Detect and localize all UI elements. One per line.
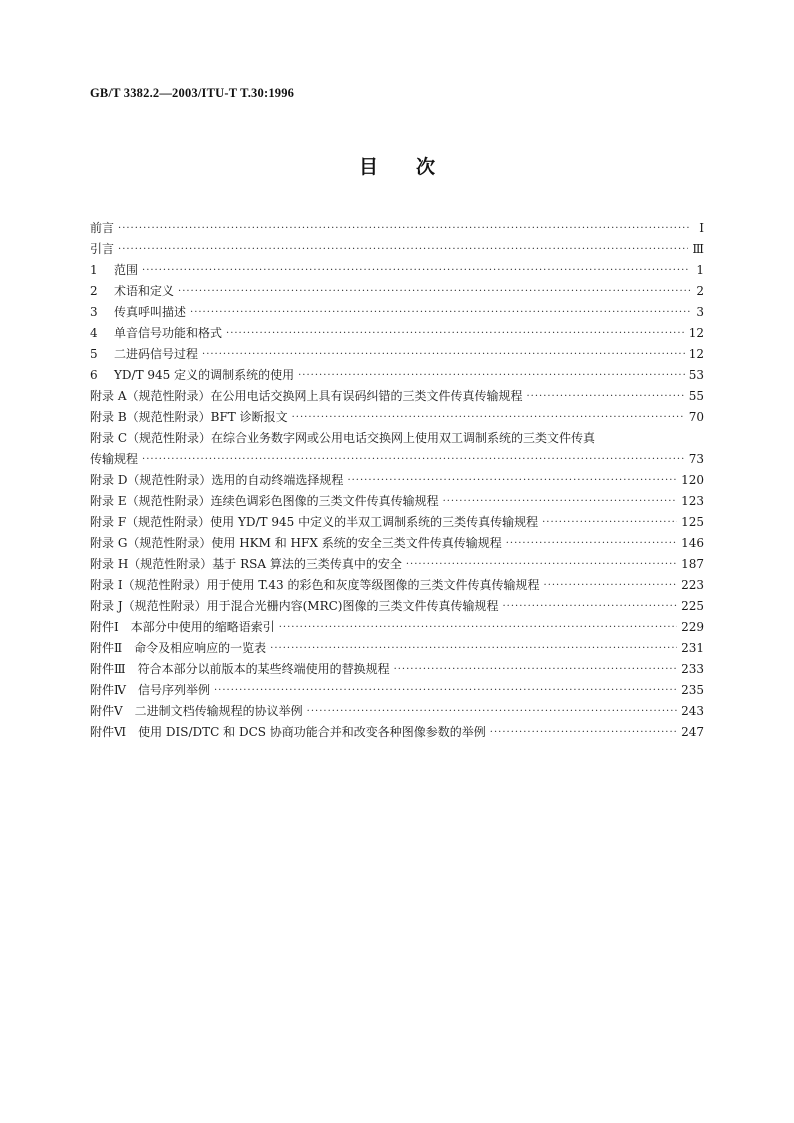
toc-entry-title: 附录 D（规范性附录）选用的自动终端选择规程 xyxy=(90,473,344,487)
toc-entry-title: 附录 I（规范性附录）用于使用 T.43 的彩色和灰度等级图像的三类文件传真传输规程 xyxy=(90,578,540,592)
toc-entry[interactable] xyxy=(90,659,704,680)
toc-entry-title: 范围 xyxy=(114,263,139,277)
toc-entry[interactable] xyxy=(90,680,704,701)
toc-entry-page: 125 xyxy=(681,515,704,529)
toc-entry-page: 225 xyxy=(681,599,704,613)
toc-leader-dots xyxy=(226,323,685,344)
toc-entry[interactable] xyxy=(90,218,704,239)
toc-entry-page: 233 xyxy=(681,662,704,676)
toc-entry-page: 73 xyxy=(688,452,704,466)
toc-entry-page: 120 xyxy=(681,473,704,487)
toc-entry-title: 传输规程 xyxy=(90,452,139,466)
toc-entry-title: 附件Ⅵ 使用 DIS/DTC 和 DCS 协商功能合并和改变各种图像参数的举例 xyxy=(90,725,486,739)
standard-code: GB/T 3382.2—2003/ITU-T T.30:1996 xyxy=(90,86,295,100)
toc-leader-dots xyxy=(544,575,678,596)
toc-leader-dots xyxy=(542,512,677,533)
toc-entry-page: 187 xyxy=(681,557,704,571)
toc-entry-page: 53 xyxy=(688,368,704,382)
toc-entry-title: 附件Ⅳ 信号序列举例 xyxy=(90,683,210,697)
toc-entry-title: 传真呼叫描述 xyxy=(114,305,187,319)
toc-entry-number: 5 xyxy=(90,347,98,361)
toc-entry-title: 附录 A（规范性附录）在公用电话交换网上具有误码纠错的三类文件传真传输规程 xyxy=(90,389,523,403)
toc-entry-title: 单音信号功能和格式 xyxy=(114,326,223,340)
toc-entry[interactable] xyxy=(90,365,704,386)
toc-leader-dots xyxy=(347,470,677,491)
toc-entry-title: YD/T 945 定义的调制系统的使用 xyxy=(114,368,295,382)
toc-entry[interactable] xyxy=(90,428,704,449)
toc-entry[interactable] xyxy=(90,470,704,491)
toc-entry-page: 229 xyxy=(681,620,704,634)
toc-leader-dots xyxy=(279,617,677,638)
toc-leader-dots xyxy=(506,533,677,554)
toc-entry-title: 二进码信号过程 xyxy=(114,347,199,361)
toc-entry-page: 70 xyxy=(688,410,704,424)
toc-entry-title: 附录 G（规范性附录）使用 HKM 和 HFX 系统的安全三类文件传真传输规程 xyxy=(90,536,502,550)
toc-entry-page: Ⅲ xyxy=(692,242,704,256)
toc-entry-page: 55 xyxy=(688,389,704,403)
toc-entry[interactable] xyxy=(90,596,704,617)
toc-entry[interactable] xyxy=(90,575,704,596)
toc-entry-title: 引言 xyxy=(90,242,115,256)
toc-entry[interactable] xyxy=(90,512,704,533)
toc-entry-page: 243 xyxy=(681,704,704,718)
toc-entry-page: 247 xyxy=(681,725,704,739)
toc-entry-title: 附件Ⅴ 二进制文档传输规程的协议举例 xyxy=(90,704,303,718)
toc-entry-page: 3 xyxy=(696,305,704,319)
toc-leader-dots xyxy=(526,386,684,407)
toc-entry-page: 1 xyxy=(696,263,704,277)
toc-leader-dots xyxy=(178,281,690,302)
toc-entry-page: 12 xyxy=(688,326,704,340)
toc-entry-page: Ⅰ xyxy=(699,221,704,235)
toc-leader-dots xyxy=(214,680,677,701)
toc-entry-title: 前言 xyxy=(90,221,115,235)
toc-leader-dots xyxy=(406,554,677,575)
toc-entry[interactable] xyxy=(90,617,704,638)
toc-leader-dots xyxy=(118,239,688,260)
toc-leader-dots xyxy=(307,701,677,722)
toc-leader-dots xyxy=(202,344,685,365)
toc-leader-dots xyxy=(190,302,690,323)
toc-entry-number: 1 xyxy=(90,263,98,277)
toc-entry[interactable] xyxy=(90,554,704,575)
toc-leader-dots xyxy=(118,218,690,239)
toc-entry-page: 2 xyxy=(696,284,704,298)
toc-entry-title: 附录 B（规范性附录）BFT 诊断报文 xyxy=(90,410,288,424)
toc-entry[interactable] xyxy=(90,722,704,743)
toc-entry[interactable] xyxy=(90,533,704,554)
toc-entry-title: 附件Ⅱ 命令及相应响应的一览表 xyxy=(90,641,267,655)
toc-entry-number: 6 xyxy=(90,368,98,382)
toc-entry[interactable] xyxy=(90,491,704,512)
toc-entry-title: 附录 J（规范性附录）用于混合光栅内容(MRC)图像的三类文件传真传输规程 xyxy=(90,599,499,613)
toc-entry-title: 附件Ⅰ 本部分中使用的缩略语索引 xyxy=(90,620,275,634)
toc-entry[interactable] xyxy=(90,638,704,659)
toc-entry-title: 术语和定义 xyxy=(114,284,175,298)
toc-entry[interactable] xyxy=(90,344,704,365)
toc-entry-page: 12 xyxy=(688,347,704,361)
toc-entry-number: 4 xyxy=(90,326,98,340)
toc-entry[interactable] xyxy=(90,239,704,260)
toc-entry[interactable] xyxy=(90,323,704,344)
toc-entry-page: 231 xyxy=(681,641,704,655)
toc-leader-dots xyxy=(503,596,678,617)
toc-entry-title: 附录 F（规范性附录）使用 YD/T 945 中定义的半双工调制系统的三类传真传输规程 xyxy=(90,515,539,529)
toc-leader-dots xyxy=(142,449,685,470)
toc-entry-title: 附录 E（规范性附录）连续色调彩色图像的三类文件传真传输规程 xyxy=(90,494,439,508)
toc-entry-page: 235 xyxy=(681,683,704,697)
toc-entry[interactable] xyxy=(90,449,704,470)
toc-leader-dots xyxy=(270,638,677,659)
toc-entry-title: 附件Ⅲ 符合本部分以前版本的某些终端使用的替换规程 xyxy=(90,662,390,676)
toc-entry[interactable] xyxy=(90,386,704,407)
table-of-contents xyxy=(90,218,704,743)
toc-entry[interactable] xyxy=(90,281,704,302)
toc-entry-page: 223 xyxy=(681,578,704,592)
toc-entry-page: 123 xyxy=(681,494,704,508)
toc-entry[interactable] xyxy=(90,260,704,281)
toc-entry[interactable] xyxy=(90,302,704,323)
toc-entry-title: 附录 H（规范性附录）基于 RSA 算法的三类传真中的安全 xyxy=(90,557,402,571)
toc-leader-dots xyxy=(490,722,677,743)
toc-leader-dots xyxy=(292,407,685,428)
toc-entry[interactable] xyxy=(90,701,704,722)
toc-entry-number: 2 xyxy=(90,284,98,298)
toc-entry-title: 附录 C（规范性附录）在综合业务数字网或公用电话交换网上使用双工调制系统的三类文件传真 xyxy=(90,431,595,445)
toc-entry-number: 3 xyxy=(90,305,98,319)
page-title: 目次 xyxy=(358,156,473,178)
toc-leader-dots xyxy=(142,260,690,281)
toc-leader-dots xyxy=(443,491,678,512)
toc-entry[interactable] xyxy=(90,407,704,428)
toc-entry-page: 146 xyxy=(681,536,704,550)
toc-leader-dots xyxy=(394,659,678,680)
toc-leader-dots xyxy=(298,365,685,386)
